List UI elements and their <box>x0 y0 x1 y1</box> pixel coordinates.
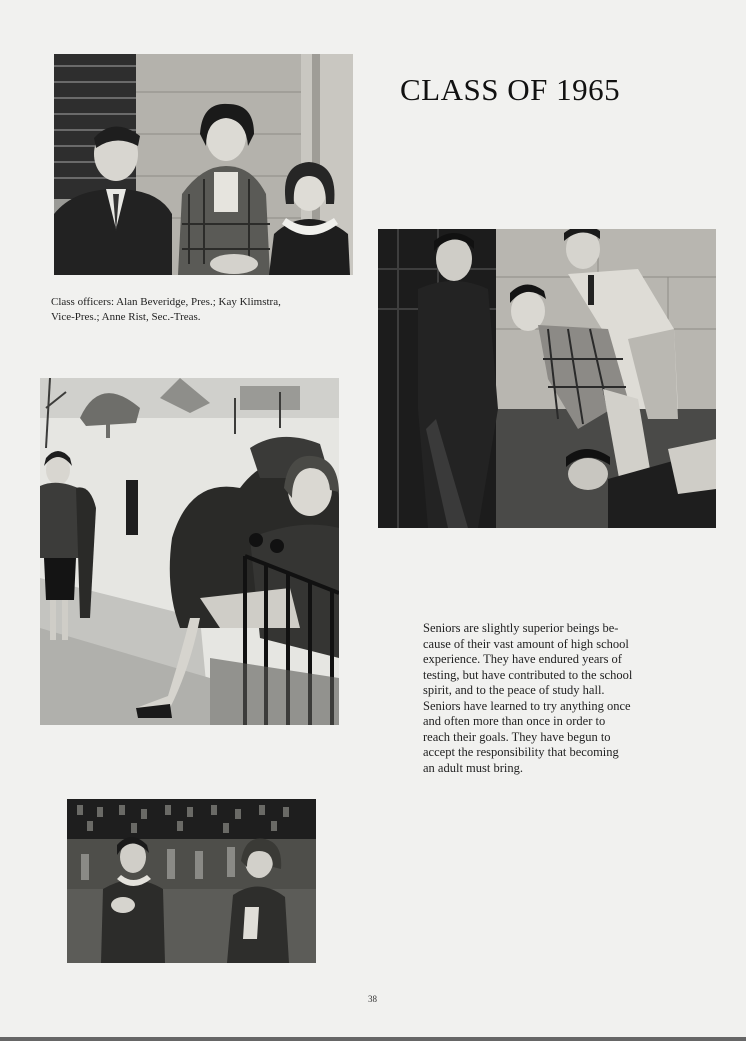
page-number: 38 <box>368 994 377 1004</box>
paragraph-line: an adult must bring. <box>423 760 523 775</box>
paragraph-line: spirit, and to the peace of study hall. <box>423 683 605 697</box>
officers-caption <box>51 295 371 325</box>
paragraph-line: experience. They have endured years of <box>423 652 622 666</box>
paragraph-line: Seniors are slightly superior beings be- <box>423 621 619 635</box>
seniors-group-photo <box>378 229 716 528</box>
caption-line: Class officers: Alan Beveridge, Pres.; Kay Klimstra, <box>51 296 281 308</box>
paragraph-line: testing, but have contributed to the school <box>423 667 633 682</box>
paragraph-line: reach their goals. They have begun to <box>423 729 611 744</box>
scan-edge <box>0 1037 746 1041</box>
paragraph-line: and often more than once in order to <box>423 714 606 728</box>
evening-game-photo <box>67 799 316 963</box>
paragraph-line: cause of their vast amount of high school <box>423 636 629 651</box>
school-steps-photo <box>40 378 339 725</box>
paragraph-line: accept the responsibility that becoming <box>423 745 619 759</box>
caption-line: Vice-Pres.; Anne Rist, Sec.-Treas. <box>51 311 201 323</box>
seniors-paragraph <box>423 621 699 776</box>
class-officers-photo <box>54 54 353 275</box>
paragraph-line: Seniors have learned to try anything once <box>423 698 631 713</box>
page-title: CLASS OF 1965 <box>400 72 621 107</box>
